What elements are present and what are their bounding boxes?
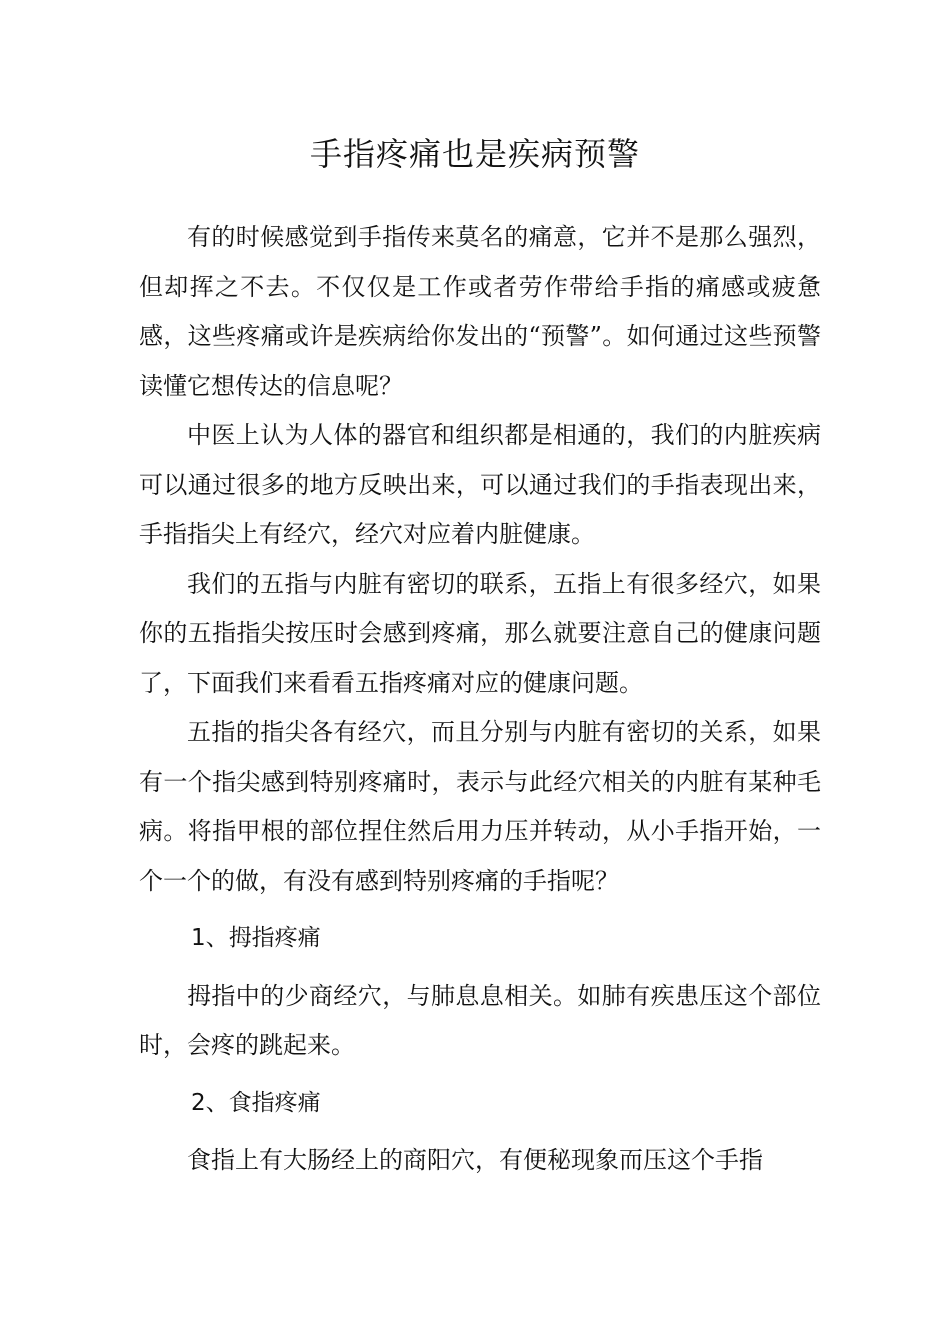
paragraph-intro: 有的时候感觉到手指传来莫名的痛意，它并不是那么强烈，但却挥之不去。不仅仅是工作或者劳作带给手指的痛感或疲惫感，这些疼痛或许是疾病给你发出的“预警”。如何通过这些预警读懂它想传达的信息呢？ bbox=[139, 223, 821, 400]
paragraph-thumb: 拇指中的少商经穴，与肺息息相关。如肺有疾患压这个部位时，会疼的跳起来。 bbox=[139, 981, 821, 1059]
paragraph-five-fingers: 我们的五指与内脏有密切的联系，五指上有很多经穴，如果你的五指指尖按压时会感到疼痛，那么就要注意自己的健康问题了，下面我们来看看五指疼痛对应的健康问题。 bbox=[139, 569, 821, 697]
document-title: 手指疼痛也是疾病预警 bbox=[309, 135, 640, 173]
document-body bbox=[139, 213, 821, 1186]
section-heading-thumb: 1、拇指疼痛 bbox=[191, 925, 321, 951]
paragraph-tcm-theory: 中医上认为人体的器官和组织都是相通的，我们的内脏疾病可以通过很多的地方反映出来，可以通过我们的手指表现出来，手指指尖上有经穴，经穴对应着内脏健康。 bbox=[139, 421, 821, 548]
section-heading-index-finger: 2、食指疼痛 bbox=[191, 1089, 321, 1116]
paragraph-index-finger: 食指上有大肠经上的商阳穴，有便秘现象而压这个手指 bbox=[187, 1146, 763, 1174]
paragraph-fingertip-test: 五指的指尖各有经穴，而且分别与内脏有密切的关系，如果有一个指尖感到特别疼痛时，表示与此经穴相关的内脏有某种毛病。将指甲根的部位捏住然后用力压并转动，从小手指开始，一个一个的做，有没有感到特别疼痛的手指呢？ bbox=[139, 718, 821, 895]
